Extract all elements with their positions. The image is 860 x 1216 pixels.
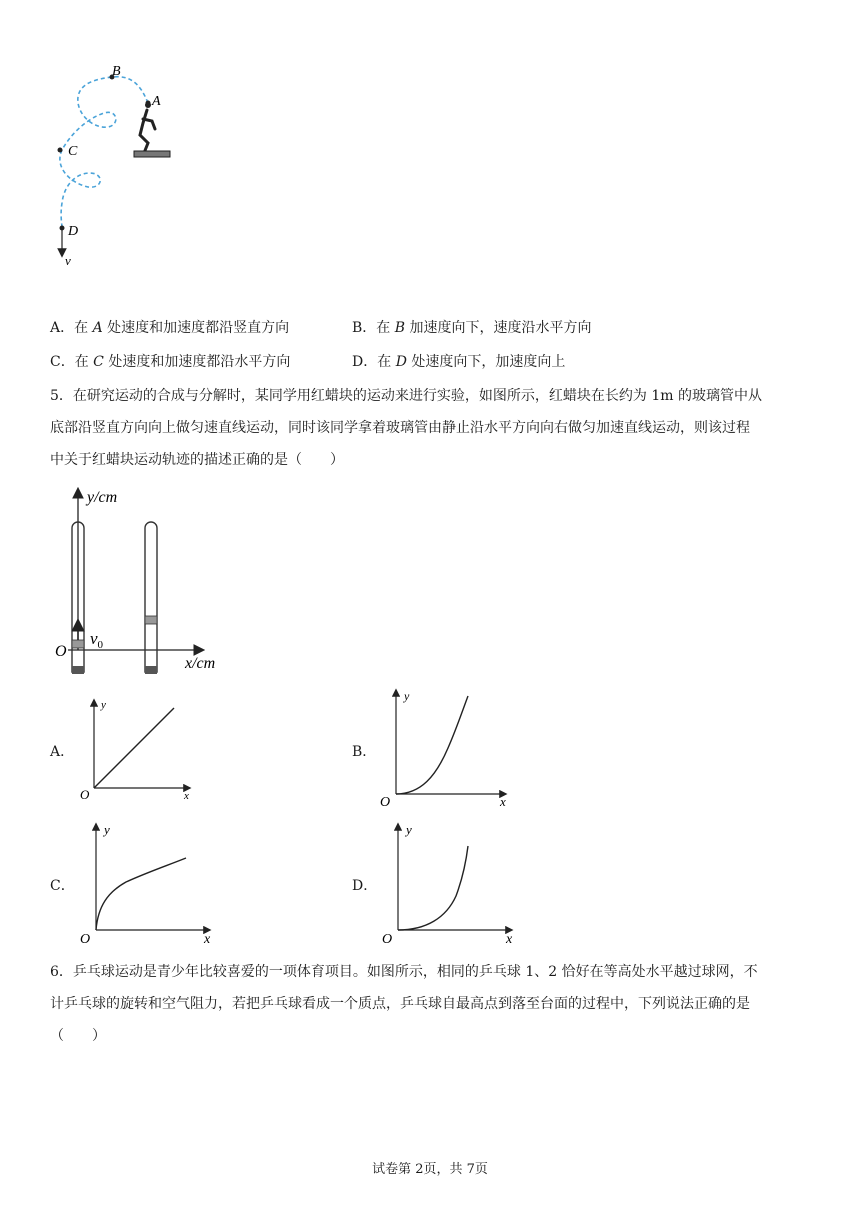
q5-tube-figure — [50, 482, 240, 682]
q5-option-b-letter[interactable]: B． — [352, 744, 377, 760]
trajectory-curve — [96, 858, 186, 930]
trajectory-curve — [398, 846, 468, 930]
q6-stem-line: 计乒乓球的旋转和空气阻力，若把乒乓球看成一个质点，乒乓球自最高点到落至台面的过程中，下列说法正确的是 — [50, 996, 750, 1012]
label-b: B — [112, 64, 121, 79]
wax-block-2 — [145, 616, 157, 624]
q4-option-d[interactable]: D．在 D 处速度向下，加速度向上 — [352, 354, 566, 370]
q4-option-c[interactable]: C．在 C 处速度和加速度都沿水平方向 — [50, 354, 291, 370]
label-a: A — [152, 94, 161, 109]
x-label: x — [500, 794, 506, 809]
q4-trajectory-figure — [40, 55, 190, 280]
y-label: y — [101, 699, 106, 711]
q6-stem — [50, 956, 820, 1052]
origin-label: O — [80, 787, 90, 802]
y-label: y — [404, 689, 410, 703]
q5-stem-line: 中关于红蜡块运动轨迹的描述正确的是（ ） — [50, 452, 344, 468]
tube-2-cap — [145, 666, 157, 674]
origin-label: O — [55, 643, 67, 660]
x-label: x — [184, 790, 189, 802]
diving-platform — [134, 151, 170, 157]
wax-block-1 — [72, 640, 84, 648]
q4-option-a[interactable]: A．在 A 处速度和加速度都沿竖直方向 — [50, 320, 290, 336]
origin-label: O — [382, 932, 393, 946]
q5-option-b-graph[interactable] — [376, 686, 516, 810]
label-d: D — [68, 224, 79, 239]
q5-option-c-graph[interactable] — [74, 820, 220, 946]
origin-label: O — [380, 795, 391, 810]
q6-stem-line: （ ） — [50, 1028, 106, 1044]
y-label: y — [406, 822, 412, 837]
point-d — [60, 226, 65, 231]
tube-1-cap — [72, 666, 84, 674]
q5-option-d-graph[interactable] — [376, 820, 522, 946]
q5-stem-line: 5．在研究运动的合成与分解时，某同学用红蜡块的运动来进行实验，如图所示，红蜡块在长约为 1m 的玻璃管中从 — [50, 388, 762, 404]
q4-option-b[interactable]: B．在 B 加速度向下，速度沿水平方向 — [352, 320, 592, 336]
q5-stem — [50, 380, 820, 476]
label-v: v — [65, 253, 71, 268]
v0-label: $v_0$ — [90, 629, 104, 651]
page-footer: 试卷第 2页，共 7页 — [372, 1162, 488, 1177]
x-label: x — [204, 932, 211, 946]
x-label: x — [506, 932, 513, 946]
q6-stem-line: 6．乒乓球运动是青少年比较喜爱的一项体育项目。如图所示，相同的乒乓球 1、2 恰好在等高处水平越过球网，不 — [50, 964, 758, 980]
trajectory-line — [94, 708, 174, 788]
q5-option-a-letter[interactable]: A． — [50, 744, 75, 760]
q5-option-c-letter[interactable]: C． — [50, 878, 75, 894]
diver-icon — [140, 102, 155, 153]
y-label: y — [104, 822, 110, 837]
x-axis-label: x/cm — [185, 655, 216, 672]
trajectory-curve — [396, 696, 468, 794]
q5-option-d-letter[interactable]: D． — [352, 878, 378, 894]
q5-stem-line: 底部沿竖直方向向上做匀速直线运动，同时该同学拿着玻璃管由静止沿水平方向向右做匀加速直线运动，则该过程 — [50, 420, 750, 436]
y-axis-label: y/cm — [87, 489, 118, 506]
origin-label: O — [80, 932, 91, 946]
label-c: C — [68, 144, 78, 159]
q5-option-a-graph[interactable] — [76, 696, 206, 806]
point-c — [58, 148, 63, 153]
